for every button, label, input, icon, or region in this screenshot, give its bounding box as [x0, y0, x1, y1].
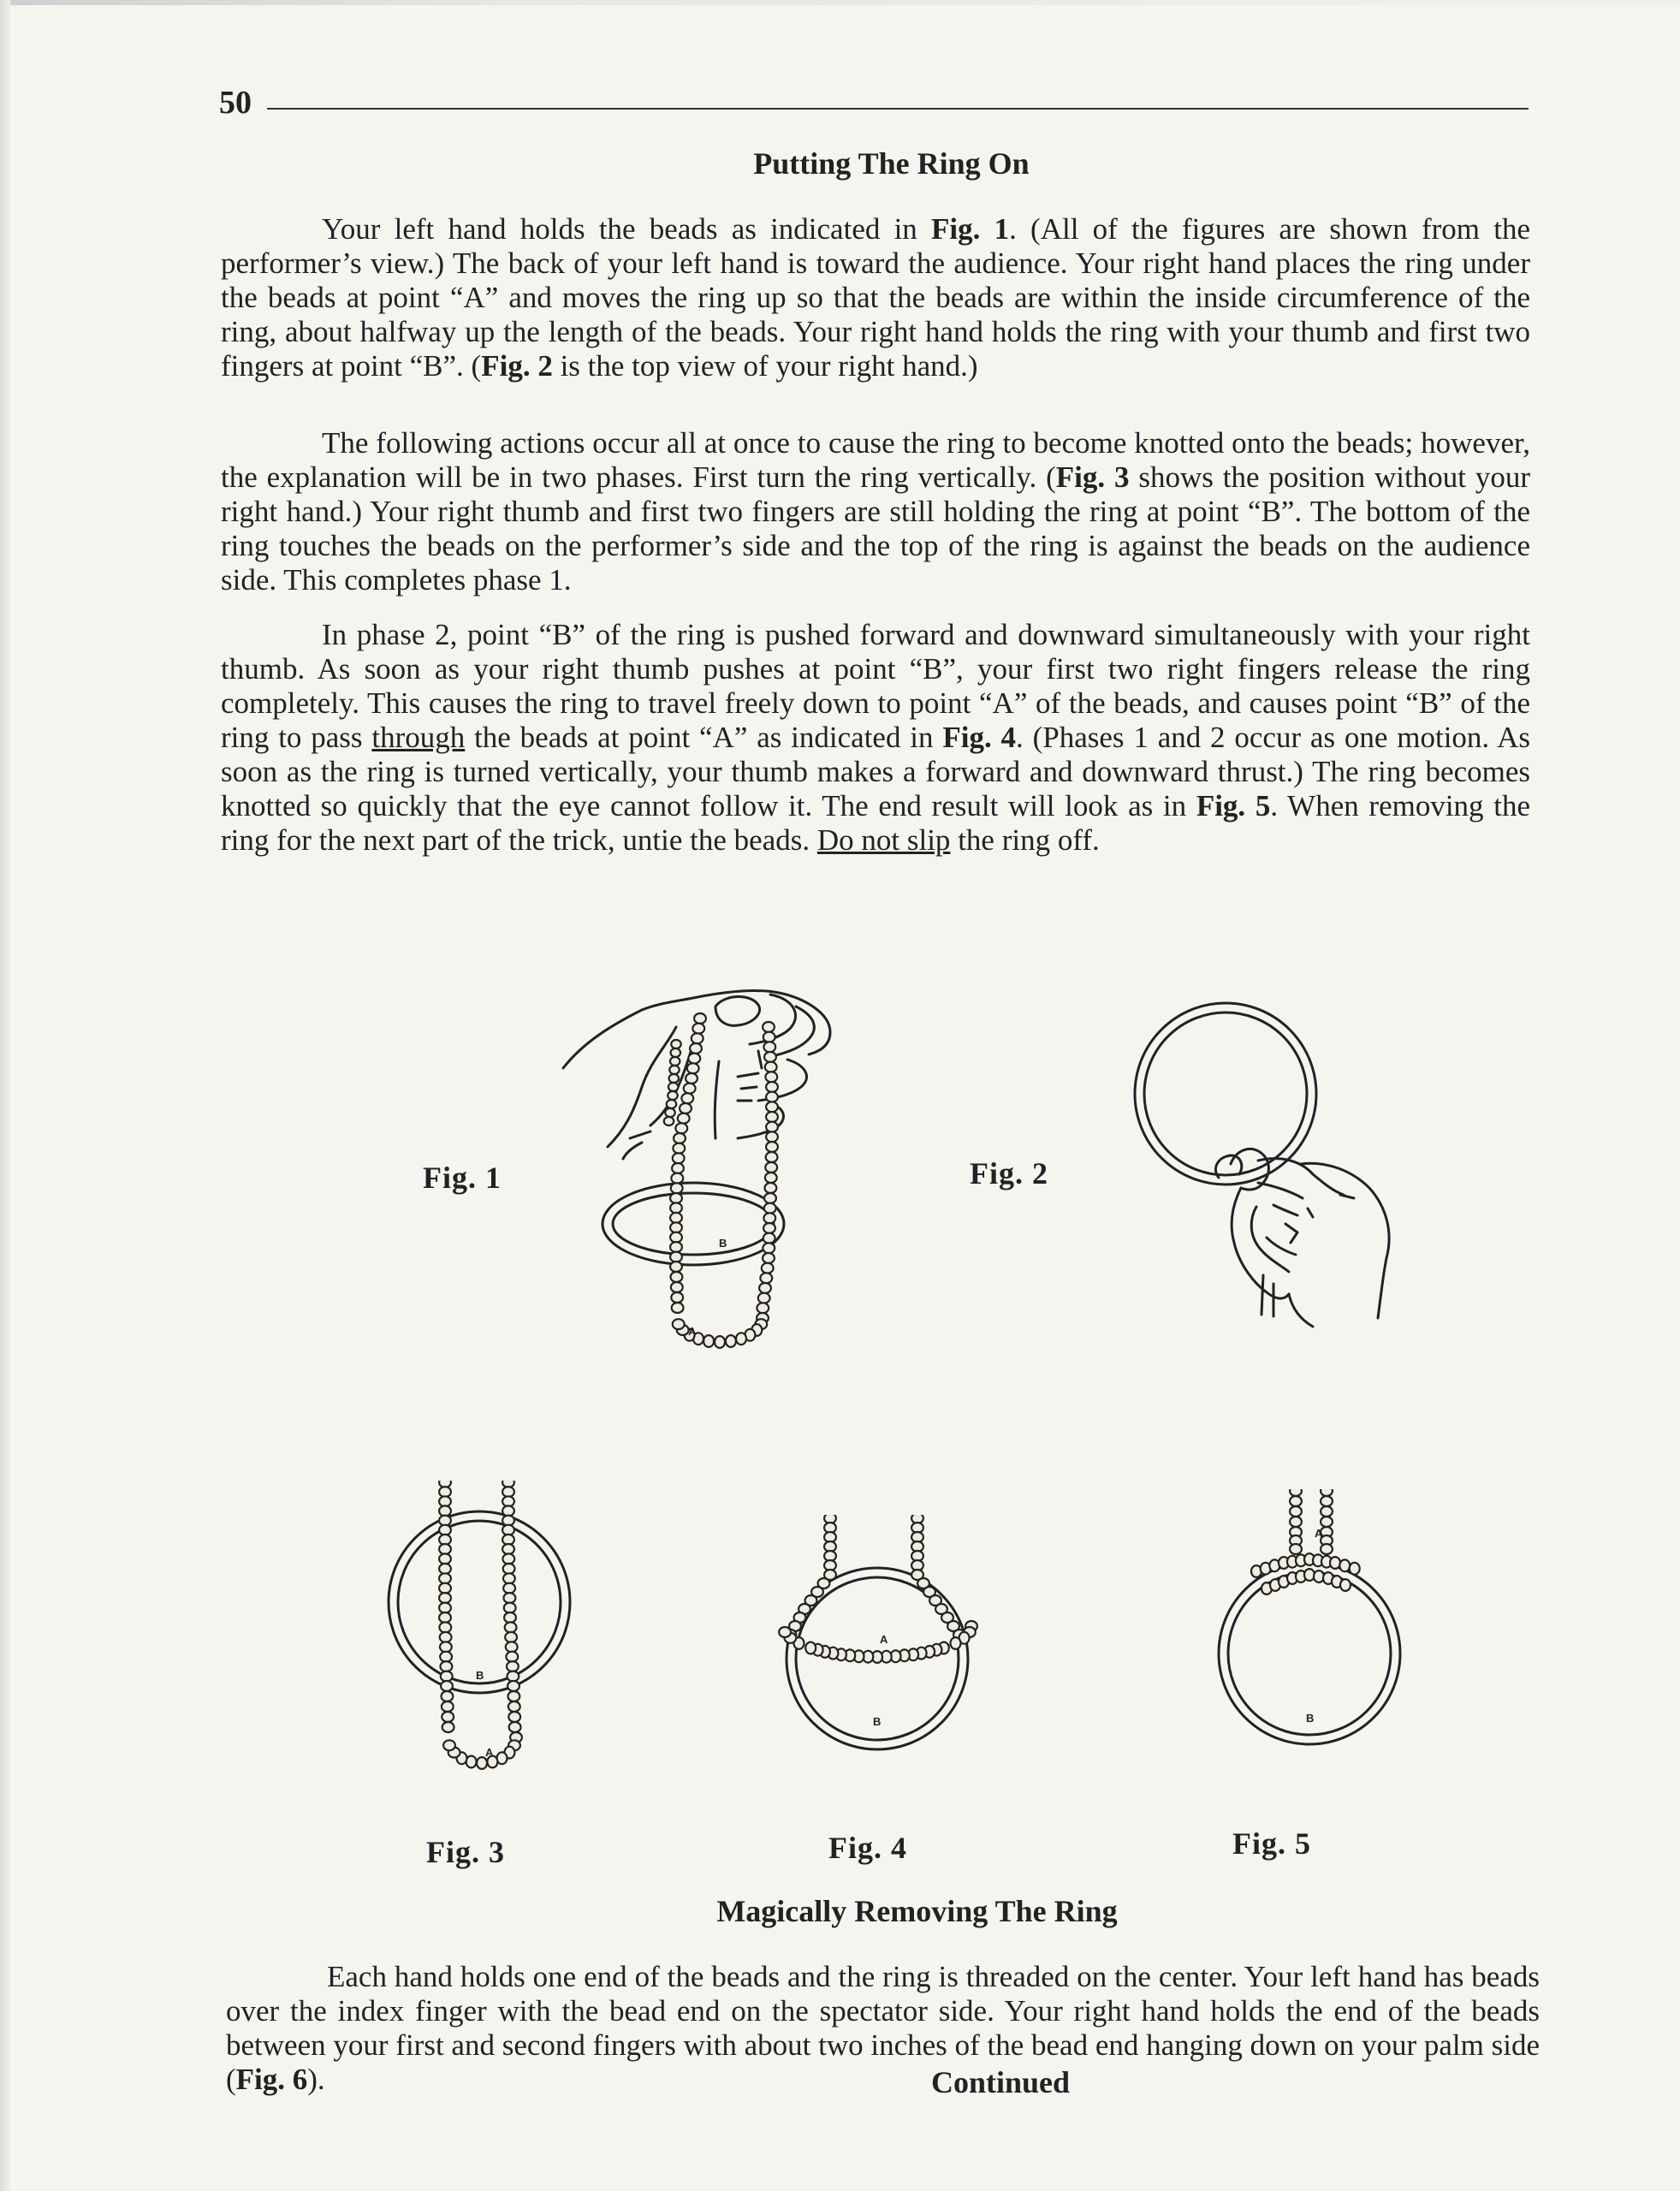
page-top-edge — [0, 0, 1680, 5]
fig1-illustration — [548, 976, 839, 1369]
bead — [669, 1074, 680, 1083]
bead — [673, 1153, 685, 1163]
paragraph-1 — [221, 212, 1530, 383]
figure-5 — [1207, 1489, 1412, 1746]
bead — [1340, 1579, 1351, 1591]
bead — [439, 1564, 451, 1574]
bead — [763, 1243, 775, 1253]
fig5-illustration — [1207, 1489, 1412, 1746]
hand-detail — [623, 1131, 650, 1159]
bead — [440, 1652, 452, 1662]
fig3-illustration — [377, 1481, 591, 1789]
bead — [439, 1583, 451, 1594]
fig4-illustration — [770, 1515, 984, 1755]
hand-palm-line — [715, 1061, 719, 1138]
bead — [439, 1603, 451, 1613]
figure-3 — [377, 1481, 591, 1789]
hand-finger-line — [1258, 1183, 1303, 1198]
bead — [715, 1336, 725, 1348]
bead — [503, 1564, 515, 1574]
continued-label: Continued — [931, 2065, 1071, 2099]
bead — [439, 1573, 451, 1583]
underlined-text: through — [371, 721, 466, 754]
point-label-b: B — [719, 1237, 727, 1250]
hand-thumb-tip — [715, 996, 760, 1025]
ring-inner — [1228, 1572, 1391, 1735]
text-run: the beads at point “A” as indicated in — [465, 721, 943, 754]
text-run: . When removing the ring for the next part of the trick, untie the beads. — [221, 789, 1530, 857]
bead — [763, 1223, 775, 1233]
bead — [759, 1283, 771, 1293]
fig-reference: Fig. 2 — [481, 349, 553, 383]
bead — [503, 1573, 515, 1583]
bead — [765, 1173, 777, 1183]
bead — [509, 1722, 521, 1732]
bead — [671, 1040, 681, 1048]
bead — [1330, 1557, 1340, 1569]
bead — [503, 1583, 515, 1594]
section-title-putting-ring-on: Putting The Ring On — [753, 146, 1030, 181]
bead — [766, 1092, 778, 1102]
bead — [665, 1108, 675, 1117]
text-run: is the top view of your right hand.) — [552, 349, 978, 383]
bead — [1321, 1506, 1333, 1517]
page-number: 50 — [219, 85, 252, 121]
bead — [1321, 1544, 1333, 1554]
bead — [763, 1213, 775, 1223]
bead — [757, 1303, 769, 1313]
bead — [694, 1013, 706, 1024]
point-label-a: A — [880, 1633, 888, 1646]
bead — [672, 1303, 684, 1313]
fig-reference: Fig. 3 — [1055, 460, 1130, 494]
bead — [670, 1252, 682, 1262]
text-run: Your left hand holds the beads as indicated in — [322, 212, 932, 246]
bead — [766, 1101, 778, 1112]
bead — [726, 1335, 736, 1347]
bead — [439, 1612, 451, 1623]
bead — [765, 1062, 777, 1072]
point-label-a: A — [1315, 1527, 1323, 1540]
header-rule — [267, 108, 1529, 110]
fig-reference: Fig. 6 — [235, 2063, 308, 2096]
bead — [441, 1661, 453, 1671]
ring-inner — [613, 1193, 774, 1255]
hand-palm-line — [608, 1027, 676, 1147]
bead — [504, 1612, 516, 1623]
bead — [671, 1173, 683, 1184]
fig-1-label: Fig. 1 — [423, 1161, 502, 1195]
bead — [667, 1100, 677, 1108]
underlined-text: Do not slip — [816, 823, 951, 857]
bead — [736, 1333, 746, 1345]
hand-wrist — [1289, 1195, 1354, 1327]
fig-reference: Fig. 1 — [931, 212, 1010, 246]
bead — [671, 1282, 683, 1292]
bead — [674, 1133, 686, 1143]
bead — [766, 1131, 778, 1142]
bead — [502, 1553, 514, 1564]
bead — [951, 1637, 961, 1649]
bead — [763, 1032, 775, 1042]
page-header — [219, 81, 1529, 124]
bead — [668, 1091, 678, 1100]
bead — [766, 1122, 778, 1132]
bead — [671, 1272, 683, 1282]
bead — [1290, 1506, 1302, 1517]
bead — [508, 1701, 520, 1712]
bead — [443, 1740, 455, 1750]
bead — [670, 1202, 682, 1213]
bead — [1290, 1517, 1302, 1527]
text-run: In phase 2, point “B” of the ring is pushed forward and downward simultaneously with your right thumb. As soon as your right thumb pushes at point “B”, your first two right fingers release the ring completely. This causes the ring to travel freely down to point “A” of the beads, and causes point “B” of the ring to pass — [221, 618, 1530, 754]
fig-2-label: Fig. 2 — [970, 1156, 1048, 1191]
point-label-b: B — [873, 1715, 882, 1728]
bead — [766, 1142, 778, 1152]
ring-inner — [1144, 1012, 1307, 1175]
bead — [439, 1544, 451, 1554]
bead — [671, 1183, 683, 1193]
fig-3-label: Fig. 3 — [426, 1835, 505, 1869]
bead — [1290, 1489, 1302, 1496]
fig-4-label: Fig. 4 — [828, 1831, 907, 1865]
bead — [760, 1273, 772, 1283]
bead — [506, 1652, 518, 1662]
bead — [668, 1083, 679, 1091]
ring-outer — [603, 1183, 784, 1265]
bead — [1321, 1496, 1333, 1506]
bead — [439, 1593, 451, 1603]
hand-back — [1301, 1163, 1389, 1318]
hand-detail — [1273, 1205, 1313, 1243]
section-title-removing-ring: Magically Removing The Ring — [716, 1894, 1118, 1928]
point-label-a: A — [485, 1746, 494, 1759]
bead-strand — [439, 1481, 522, 1769]
bead — [763, 1042, 775, 1052]
point-label-b: B — [1306, 1712, 1315, 1725]
bead — [1339, 1559, 1350, 1571]
bead — [762, 1263, 774, 1274]
hand-thumb — [1232, 1188, 1289, 1298]
hand-finger-line — [772, 1006, 814, 1056]
text-run: The following actions occur all at once to cause the ring to become knotted onto the beads; however, the explanation will be in two phases. First turn the ring vertically. ( — [221, 426, 1530, 494]
bead — [764, 1052, 776, 1062]
text-run: ). — [307, 2063, 325, 2096]
text-run: the ring off. — [950, 823, 1100, 857]
bead — [1321, 1489, 1333, 1496]
bead — [439, 1553, 451, 1564]
bead — [766, 1152, 778, 1162]
bead — [670, 1057, 680, 1066]
point-label-a: A — [688, 1325, 697, 1338]
bead — [763, 1253, 775, 1263]
bead — [670, 1262, 682, 1272]
bead — [681, 1093, 693, 1103]
bead — [671, 1048, 681, 1057]
bead — [765, 1162, 777, 1173]
bead — [675, 1123, 687, 1133]
paragraph-2 — [221, 426, 1530, 597]
bead — [508, 1681, 519, 1691]
bead — [505, 1632, 517, 1642]
paragraph-3 — [221, 618, 1530, 858]
bead — [1321, 1517, 1333, 1527]
bead — [779, 1627, 791, 1637]
figure-2 — [1130, 993, 1404, 1335]
bead — [684, 1084, 696, 1094]
bead — [703, 1335, 714, 1347]
fig-5-label: Fig. 5 — [1232, 1826, 1311, 1861]
bead — [680, 1103, 692, 1113]
bead — [763, 1233, 775, 1244]
bead — [688, 1054, 700, 1064]
fig-reference: Fig. 5 — [1196, 789, 1271, 822]
bead-strand — [1251, 1489, 1360, 1594]
bead — [669, 1066, 680, 1074]
bead — [504, 1593, 516, 1603]
bead — [508, 1712, 520, 1722]
fig-reference: Fig. 4 — [942, 721, 1017, 754]
bead — [758, 1293, 770, 1303]
bead — [442, 1722, 454, 1732]
bead — [506, 1642, 518, 1652]
page-left-edge — [0, 0, 10, 2191]
bead — [687, 1063, 699, 1073]
figure-1 — [548, 976, 839, 1369]
bead — [673, 1319, 685, 1329]
fig2-illustration — [1130, 993, 1404, 1335]
bead — [805, 1642, 816, 1654]
bead — [477, 1757, 487, 1769]
bead — [507, 1661, 519, 1671]
bead — [686, 1073, 698, 1084]
ring-inner — [398, 1521, 561, 1683]
bead — [508, 1691, 520, 1701]
paragraph-4 — [226, 1960, 1540, 2097]
bead — [1290, 1496, 1302, 1506]
bead — [671, 1292, 683, 1303]
bead — [672, 1163, 684, 1173]
bead-strand — [779, 1515, 977, 1663]
bead — [670, 1193, 682, 1203]
bead — [692, 1024, 704, 1034]
bead — [502, 1544, 514, 1554]
bead — [678, 1113, 690, 1124]
bead — [670, 1242, 682, 1252]
bead — [441, 1671, 453, 1682]
bead — [508, 1671, 519, 1682]
bead — [763, 1022, 775, 1032]
bead — [673, 1143, 685, 1154]
bead — [764, 1203, 776, 1214]
bead — [664, 1117, 674, 1125]
bead — [442, 1691, 454, 1701]
bead — [505, 1622, 517, 1632]
bead — [1350, 1563, 1360, 1575]
bead — [670, 1213, 682, 1223]
text-run: shows the position without your right hand.) Your right thumb and first two fingers are still holding the ring at point “B”. The bottom of the ring touches the beads on the performer’s side and the top of the ring is against the beads on the audience side. This completes phase 1. — [221, 460, 1530, 597]
bead — [764, 1193, 776, 1203]
bead — [670, 1232, 682, 1243]
bead — [440, 1642, 452, 1652]
ring-outer — [389, 1511, 570, 1693]
bead — [670, 1222, 682, 1232]
bead — [766, 1112, 778, 1122]
bead — [765, 1183, 777, 1193]
bead — [1290, 1544, 1302, 1554]
bead — [442, 1712, 454, 1722]
bead — [504, 1603, 516, 1613]
bead — [442, 1701, 454, 1712]
bead — [692, 1033, 703, 1043]
bead — [690, 1043, 702, 1054]
text-run: . (Phases 1 and 2 occur as one motion. As soon as the ring is turned vertically, your thumb makes a forward and downward thrust.) The ring becomes knotted so quickly that the eye cannot follow it. The end result will look as in — [221, 721, 1530, 822]
point-label-b: B — [476, 1669, 484, 1682]
bead — [766, 1082, 778, 1092]
figure-4 — [770, 1515, 984, 1755]
text-run: . (All of the figures are shown from the performer’s view.) The back of your left hand is toward the audience. Your right hand places the ring under the beads at point “A” and moves the ring up so that the beads are within the inside circumference of the ring, about halfway up the length of the beads. Your right hand holds the ring with your thumb and first two fingers at point “B”. ( — [221, 212, 1530, 383]
bead — [440, 1632, 452, 1642]
bead — [765, 1072, 777, 1082]
text-run: Each hand holds one end of the beads and the ring is threaded on the center. Your left hand has beads over the index finger with the bead end on the spectator side. Your right hand holds the end of the beads between your first and second fingers with about two inches of the bead end hanging down on your palm side ( — [226, 1960, 1540, 2096]
bead — [441, 1681, 453, 1691]
bead — [439, 1622, 451, 1632]
